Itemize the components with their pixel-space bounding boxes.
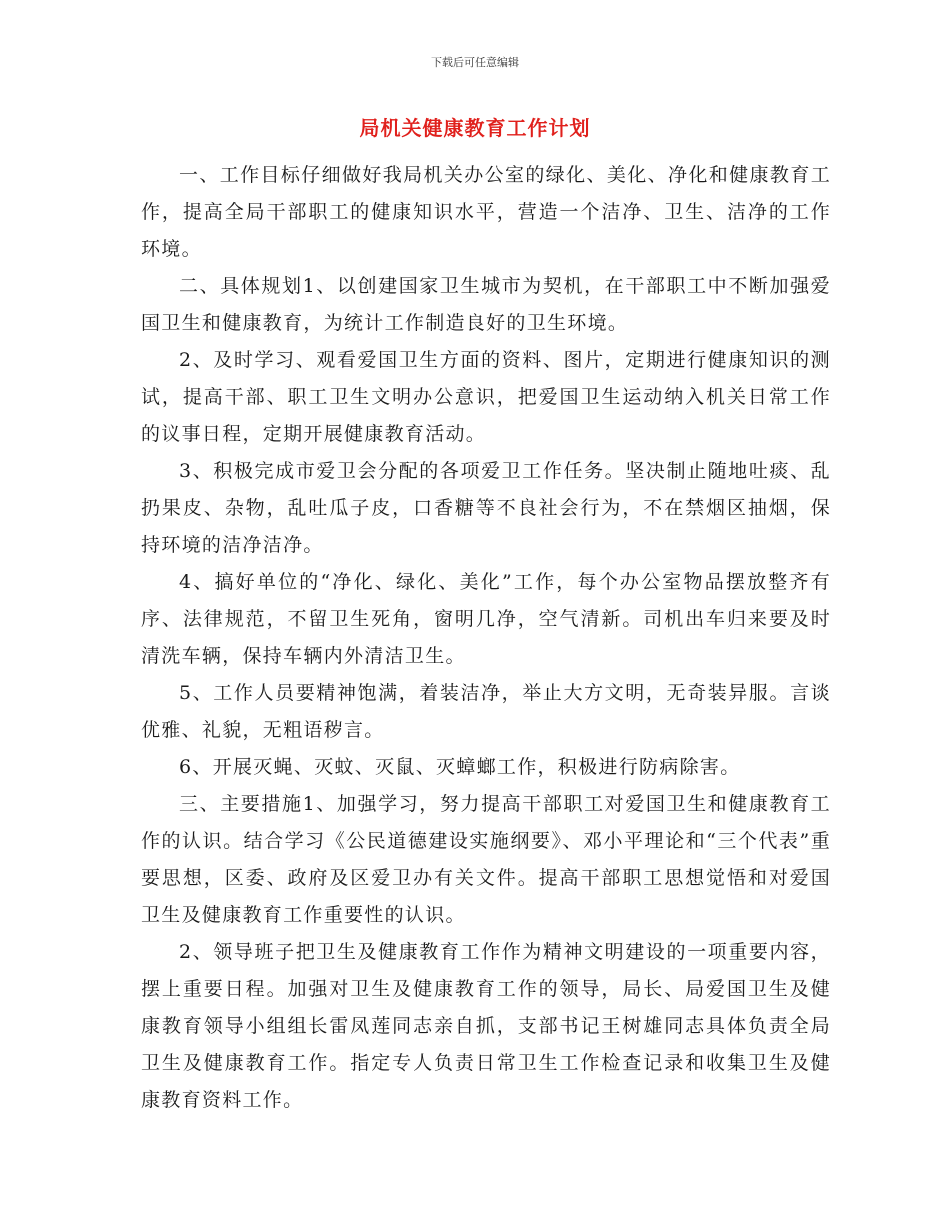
paragraph-plan-item-4: 4、搞好单位的“净化、绿化、美化”工作，每个办公室物品摆放整齐有序、法律规范，不留卫生死角，窗明几净，空气清新。司机出车归来要及时清洗车辆，保持车辆内外清洁卫生。 [141,571,831,667]
paragraph-plan-item-6: 6、开展灭蝇、灭蚊、灭鼠、灭蟑螂工作，积极进行防病除害。 [179,756,741,778]
paragraph-main-measures: 三、主要措施1、加强学习，努力提高干部职工对爱国卫生和健康教育工作的认识。结合学习《公民道德建设实施纲要》、邓小平理论和“三个代表”重要思想，区委、政府及区爱卫办有关文件。提高干部职工思想觉悟和对爱国卫生及健康教育工作重要性的认识。 [141,793,831,926]
paragraph-specific-plan: 二、具体规划1、以创建国家卫生城市为契机，在干部职工中不断加强爱国卫生和健康教育，为统计工作制造良好的卫生环境。 [141,275,831,334]
paragraph-plan-item-3: 3、积极完成市爱卫会分配的各项爱卫工作任务。坚决制止随地吐痰、乱扔果皮、杂物，乱吐瓜子皮，口香糖等不良社会行为，不在禁烟区抽烟，保持环境的洁净洁净。 [141,460,831,556]
paragraph-work-goal: 一、工作目标仔细做好我局机关办公室的绿化、美化、净化和健康教育工作，提高全局干部职工的健康知识水平，营造一个洁净、卫生、洁净的工作环境。 [141,164,831,260]
page-header-note: 下载后可任意编辑 [431,56,519,69]
paragraph-plan-item-5: 5、工作人员要精神饱满，着装洁净，举止大方文明，无奇装异服。言谈优雅、礼貌，无粗语秽言。 [141,682,831,741]
paragraph-measure-item-2: 2、领导班子把卫生及健康教育工作作为精神文明建设的一项重要内容，摆上重要日程。加强对卫生及健康教育工作的领导，局长、局爱国卫生及健康教育领导小组组长雷凤莲同志亲自抓，支部书记王树雄同志具体负责全局卫生及健康教育工作。指定专人负责日常卫生工作检查记录和收集卫生及健康教育资料工作。 [141,941,831,1111]
document-body [141,157,831,1119]
document-title: 局机关健康教育工作计划 [359,116,591,140]
paragraph-plan-item-2: 2、及时学习、观看爱国卫生方面的资料、图片，定期进行健康知识的测试，提高干部、职工卫生文明办公意识，把爱国卫生运动纳入机关日常工作的议事日程，定期开展健康教育活动。 [141,349,831,445]
